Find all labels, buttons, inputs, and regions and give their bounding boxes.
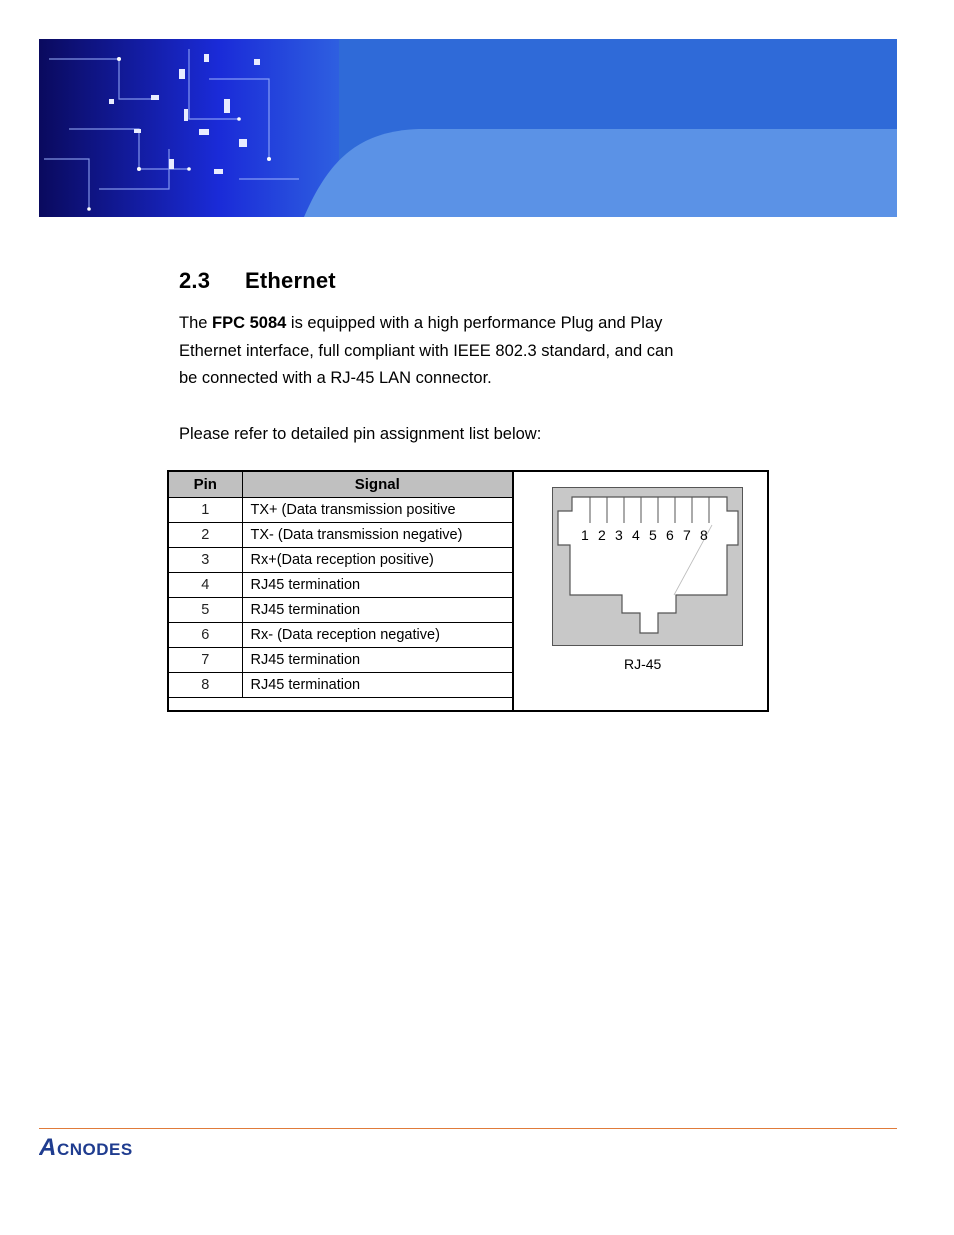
connector-pin-label: 2 (598, 527, 606, 543)
product-name: FPC 5084 (212, 314, 287, 332)
acnodes-logo-graphic (39, 1135, 199, 1159)
svg-text:CNODES: CNODES (57, 1140, 133, 1159)
section-number: 2.3 (179, 268, 211, 293)
pin-cell: 4 (169, 572, 242, 597)
pin-cell: 1 (169, 497, 242, 522)
table-row (169, 647, 513, 672)
signal-cell: Rx- (Data reception negative) (242, 622, 513, 647)
connector-pin-label: 1 (581, 527, 589, 543)
connector-pin-label: 7 (683, 527, 691, 543)
intro-line-3: be connected with a RJ-45 LAN connector. (179, 369, 492, 387)
table-divider (512, 472, 514, 710)
svg-text:A: A (39, 1135, 57, 1159)
pin-cell: 5 (169, 597, 242, 622)
connector-pin-label: 5 (649, 527, 657, 543)
acnodes-logo (39, 1135, 199, 1164)
rj45-connector-diagram (552, 487, 743, 646)
pin-cell: 8 (169, 672, 242, 697)
table-row (169, 522, 513, 547)
connector-pin-label: 3 (615, 527, 623, 543)
intro-paragraph (179, 310, 779, 393)
table-row (169, 597, 513, 622)
connector-pin-label: 4 (632, 527, 640, 543)
pin-cell: 2 (169, 522, 242, 547)
table-header-row (169, 472, 513, 497)
intro-line-2: Ethernet interface, full compliant with IEEE 802.3 standard, and can (179, 341, 674, 360)
column-header-signal: Signal (242, 472, 513, 497)
signal-cell: RJ45 termination (242, 597, 513, 622)
section-heading (179, 268, 336, 294)
intro-text: The (179, 314, 213, 332)
section-title: Ethernet (245, 268, 336, 293)
connector-caption: RJ-45 (624, 656, 662, 672)
footer-divider (39, 1128, 897, 1129)
table-row (169, 672, 513, 697)
signal-cell: Rx+(Data reception positive) (242, 547, 513, 572)
table-row (169, 497, 513, 522)
connector-pin-label: 8 (700, 527, 708, 543)
column-header-pin: Pin (169, 472, 242, 497)
header-banner (39, 39, 897, 217)
intro-text: is equipped with a high performance Plug and Play (286, 314, 663, 332)
table-row (169, 572, 513, 597)
connector-pin-label: 6 (666, 527, 674, 543)
signal-cell: RJ45 termination (242, 672, 513, 697)
signal-cell: RJ45 termination (242, 572, 513, 597)
intro-line-1 (179, 310, 779, 338)
signal-cell: TX- (Data transmission negative) (242, 522, 513, 547)
table-row (169, 547, 513, 572)
refer-paragraph: Please refer to detailed pin assignment list below: (179, 425, 542, 443)
pin-cell: 6 (169, 622, 242, 647)
pin-cell: 3 (169, 547, 242, 572)
signal-cell: TX+ (Data transmission positive (242, 497, 513, 522)
pin-cell: 7 (169, 647, 242, 672)
pin-assignment-figure (167, 470, 769, 712)
circuit-board-banner-graphic (39, 39, 897, 217)
pin-assignment-table (169, 472, 513, 698)
table-row (169, 622, 513, 647)
signal-cell: RJ45 termination (242, 647, 513, 672)
